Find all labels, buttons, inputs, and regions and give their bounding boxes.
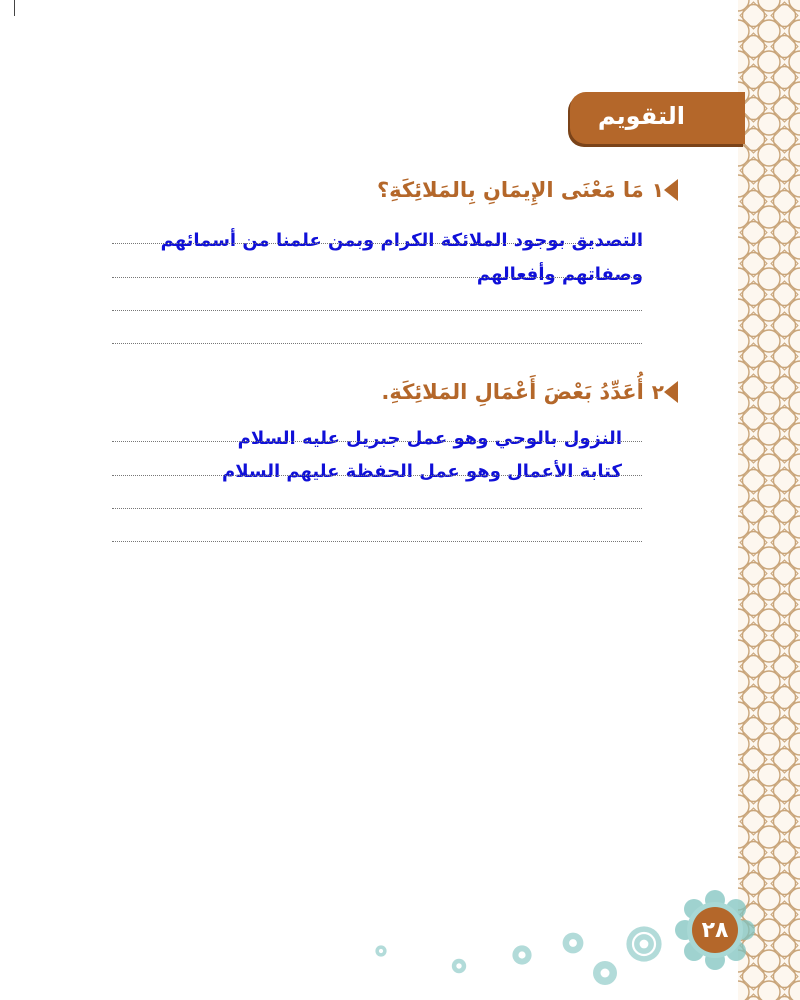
- answer-line: كتابة الأعمال وهو عمل الحفظة عليهم السلام: [222, 461, 622, 482]
- question-number: ٢: [651, 380, 664, 404]
- page-number: ٢٨: [692, 907, 738, 953]
- section-title: التقويم: [597, 102, 685, 130]
- crop-mark-top: [14, 0, 15, 16]
- ruled-line: [112, 343, 642, 344]
- ruled-line: [112, 310, 642, 311]
- question-text: مَا مَعْنَى الإِيمَانِ بِالمَلائِكَةِ؟: [376, 178, 644, 202]
- question-number-badge: [652, 380, 680, 404]
- arrow-icon: [664, 381, 678, 403]
- ruled-line: [112, 475, 642, 476]
- ruled-line: [112, 508, 642, 509]
- question-1: [377, 178, 680, 202]
- flower-ornament-icon: [450, 957, 468, 975]
- question-text: أُعَدِّدُ بَعْضَ أَعْمَالِ المَلائِكَةِ.: [381, 380, 644, 404]
- answer-line: وصفاتهم وأفعالهم: [476, 264, 643, 285]
- flower-ornament-icon: [374, 944, 388, 958]
- flower-ornament-icon: [590, 958, 620, 988]
- flower-ornament-icon: [560, 930, 586, 956]
- section-header-tab: [570, 92, 745, 144]
- answer-line: النزول بالوحي وهو عمل جبريل عليه السلام: [237, 428, 622, 449]
- ruled-line: [112, 541, 642, 542]
- flower-ornament-icon: [622, 922, 666, 966]
- ruled-line: [112, 441, 642, 442]
- page-number-badge: [675, 890, 755, 970]
- side-border-pattern: [738, 0, 800, 1000]
- ruled-line: [112, 243, 642, 244]
- question-number: ١: [651, 178, 664, 202]
- question-number-badge: [652, 178, 680, 202]
- arrow-icon: [664, 179, 678, 201]
- question-2: [381, 380, 680, 404]
- ruled-line: [112, 277, 642, 278]
- flower-ornament-icon: [510, 943, 534, 967]
- answer-line: التصديق بوجود الملائكة الكرام وبمن علمنا من أسمائهم: [160, 230, 643, 251]
